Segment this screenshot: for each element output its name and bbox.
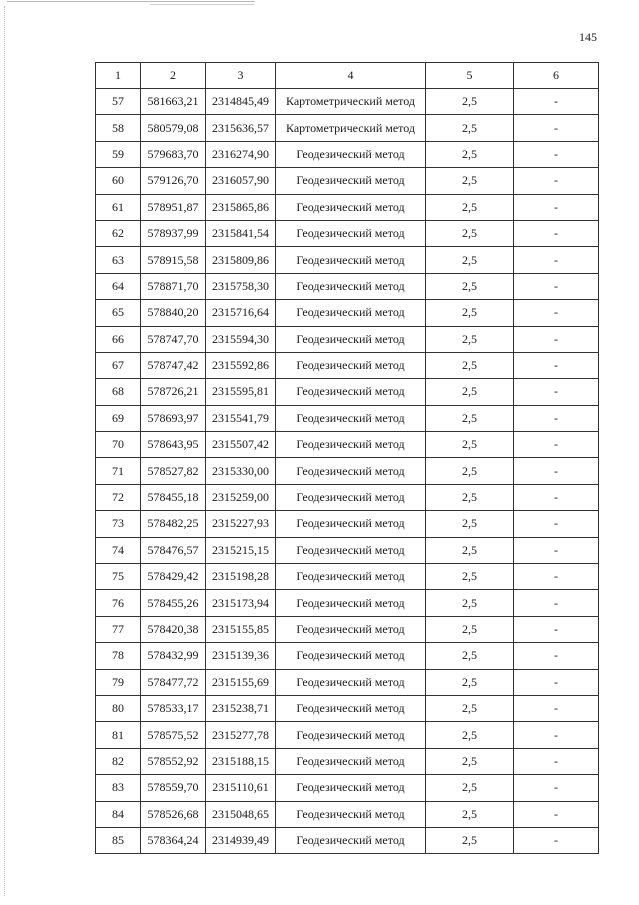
table-cell: 2315865,86 [206,194,276,220]
table-cell: 2315330,00 [206,458,276,484]
table-cell: - [514,748,599,774]
table-cell: - [514,722,599,748]
table-cell: 2316274,90 [206,141,276,167]
table-cell: Геодезический метод [276,194,426,220]
column-header: 1 [96,63,141,89]
table-cell: - [514,695,599,721]
table-cell: 578643,95 [141,432,206,458]
table-cell: Геодезический метод [276,616,426,642]
table-cell: 2315841,54 [206,220,276,246]
table-cell: 2,5 [426,722,514,748]
table-cell: 578477,72 [141,669,206,695]
table-cell: Геодезический метод [276,801,426,827]
table-cell: 2315277,78 [206,722,276,748]
table-cell: 83 [96,775,141,801]
table-cell: 578747,70 [141,326,206,352]
table-cell: Геодезический метод [276,405,426,431]
table-cell: Картометрический метод [276,89,426,115]
table-cell: 2315809,86 [206,247,276,273]
table-cell: - [514,643,599,669]
table-cell: - [514,379,599,405]
table-cell: 578871,70 [141,273,206,299]
table-cell: 2,5 [426,220,514,246]
table-cell: Геодезический метод [276,458,426,484]
table-cell: 578526,68 [141,801,206,827]
table-cell: 2315541,79 [206,405,276,431]
table-cell: Картометрический метод [276,115,426,141]
table-cell: 2315594,30 [206,326,276,352]
table-row [96,669,599,695]
table-cell: Геодезический метод [276,379,426,405]
table-row [96,247,599,273]
table-cell: - [514,220,599,246]
table-cell: 2,5 [426,352,514,378]
table-cell: Геодезический метод [276,141,426,167]
table-cell: 2,5 [426,141,514,167]
table-row [96,458,599,484]
table-cell: - [514,352,599,378]
table-cell: 2315238,71 [206,695,276,721]
table-row [96,801,599,827]
table-cell: 2315173,94 [206,590,276,616]
table-row [96,115,599,141]
table-cell: - [514,89,599,115]
table-row [96,194,599,220]
table-cell: 2,5 [426,168,514,194]
table-cell: 578747,42 [141,352,206,378]
table-cell: 578455,18 [141,484,206,510]
table-cell: 2,5 [426,748,514,774]
table-cell: 66 [96,326,141,352]
table-cell: - [514,616,599,642]
table-cell: Геодезический метод [276,669,426,695]
table-cell: 57 [96,89,141,115]
table-cell: - [514,564,599,590]
table-cell: 578726,21 [141,379,206,405]
table-cell: 578937,99 [141,220,206,246]
table-row [96,168,599,194]
table-cell: 578476,57 [141,537,206,563]
table-cell: Геодезический метод [276,827,426,853]
table-cell: 578364,24 [141,827,206,853]
table-cell: Геодезический метод [276,537,426,563]
column-header: 5 [426,63,514,89]
table-cell: 62 [96,220,141,246]
table-cell: 74 [96,537,141,563]
table-cell: Геодезический метод [276,695,426,721]
table-cell: 2315155,85 [206,616,276,642]
table-body [96,89,599,854]
table-cell: Геодезический метод [276,564,426,590]
table-cell: 578951,87 [141,194,206,220]
table-cell: 578455,26 [141,590,206,616]
table-cell: Геодезический метод [276,352,426,378]
table-cell: - [514,827,599,853]
table-row [96,748,599,774]
table-cell: - [514,194,599,220]
table-cell: Геодезический метод [276,326,426,352]
table-cell: Геодезический метод [276,484,426,510]
table-cell: 68 [96,379,141,405]
table-row [96,220,599,246]
table-cell: 82 [96,748,141,774]
coordinates-table [95,62,599,854]
table-cell: 2316057,90 [206,168,276,194]
table-cell: Геодезический метод [276,643,426,669]
table-cell: 71 [96,458,141,484]
table-cell: 58 [96,115,141,141]
table-row [96,379,599,405]
table-cell: 2315215,15 [206,537,276,563]
scan-artifact-line [7,1,255,2]
table-cell: 2,5 [426,775,514,801]
table-row [96,722,599,748]
table-cell: - [514,537,599,563]
table-row [96,590,599,616]
table-row [96,405,599,431]
table-cell: 75 [96,564,141,590]
table-cell: 2315227,93 [206,511,276,537]
table-cell: - [514,669,599,695]
table-cell: 59 [96,141,141,167]
table-row [96,616,599,642]
table-cell: 2,5 [426,616,514,642]
table-cell: 579683,70 [141,141,206,167]
table-cell: 2,5 [426,247,514,273]
table-cell: 578420,38 [141,616,206,642]
table-cell: 2314939,49 [206,827,276,853]
table-cell: 2314845,49 [206,89,276,115]
table-cell: Геодезический метод [276,432,426,458]
table-cell: 2315507,42 [206,432,276,458]
table-cell: 2,5 [426,695,514,721]
table-cell: 80 [96,695,141,721]
table-row [96,511,599,537]
table-cell: 72 [96,484,141,510]
table-cell: 578429,42 [141,564,206,590]
table-cell: 2315110,61 [206,775,276,801]
column-header: 6 [514,63,599,89]
table-cell: 65 [96,300,141,326]
table-cell: 2,5 [426,379,514,405]
table-cell: - [514,511,599,537]
table-cell: 578482,25 [141,511,206,537]
table-cell: 2,5 [426,405,514,431]
table-cell: - [514,168,599,194]
table-row [96,564,599,590]
table-cell: 578575,52 [141,722,206,748]
table-cell: 2315592,86 [206,352,276,378]
column-header: 4 [276,63,426,89]
table-cell: Геодезический метод [276,511,426,537]
table-cell: 578840,20 [141,300,206,326]
table-cell: 73 [96,511,141,537]
table-cell: 2315188,15 [206,748,276,774]
table-cell: 2,5 [426,273,514,299]
table-cell: 578527,82 [141,458,206,484]
table-cell: 2,5 [426,511,514,537]
table-cell: 2315139,36 [206,643,276,669]
table-cell: 578533,17 [141,695,206,721]
table-cell: 60 [96,168,141,194]
table-cell: - [514,141,599,167]
scan-artifact-line [150,4,254,5]
table-cell: - [514,590,599,616]
table-cell: 579126,70 [141,168,206,194]
table-cell: 2,5 [426,484,514,510]
table-cell: 67 [96,352,141,378]
table-cell: Геодезический метод [276,273,426,299]
table-cell: 76 [96,590,141,616]
table-row [96,89,599,115]
table-row [96,827,599,853]
table-cell: 2315259,00 [206,484,276,510]
table-cell: 580579,08 [141,115,206,141]
table-cell: 2,5 [426,326,514,352]
table-cell: Геодезический метод [276,775,426,801]
table-cell: 2,5 [426,300,514,326]
table-row [96,537,599,563]
table-cell: 70 [96,432,141,458]
table-cell: 2,5 [426,194,514,220]
table-header-row [96,63,599,89]
table-cell: 63 [96,247,141,273]
table-cell: - [514,484,599,510]
table-cell: 2315716,64 [206,300,276,326]
table-cell: Геодезический метод [276,220,426,246]
table-row [96,273,599,299]
table-cell: 2,5 [426,89,514,115]
table-cell: 2,5 [426,432,514,458]
table-cell: 77 [96,616,141,642]
table-row [96,643,599,669]
table-cell: 2,5 [426,669,514,695]
table-cell: 2,5 [426,564,514,590]
table-cell: 2,5 [426,115,514,141]
table-cell: - [514,432,599,458]
table-cell: - [514,247,599,273]
table-cell: 578552,92 [141,748,206,774]
table-cell: 2,5 [426,590,514,616]
table-cell: Геодезический метод [276,748,426,774]
table-cell: 2,5 [426,827,514,853]
table-cell: - [514,273,599,299]
table-cell: 2315758,30 [206,273,276,299]
table-row [96,352,599,378]
table-cell: 2,5 [426,643,514,669]
table-row [96,300,599,326]
table-row [96,326,599,352]
table-cell: - [514,801,599,827]
table-row [96,695,599,721]
table-cell: - [514,458,599,484]
table-cell: - [514,405,599,431]
table-cell: 79 [96,669,141,695]
table-cell: 2315636,57 [206,115,276,141]
table-cell: 2315198,28 [206,564,276,590]
table-row [96,432,599,458]
page-number: 145 [579,30,597,44]
table-cell: 2315155,69 [206,669,276,695]
table-cell: 69 [96,405,141,431]
column-header: 3 [206,63,276,89]
table-cell: 78 [96,643,141,669]
table-cell: 2,5 [426,458,514,484]
table-cell: - [514,300,599,326]
table-cell: 64 [96,273,141,299]
column-header: 2 [141,63,206,89]
table-row [96,484,599,510]
table-cell: 61 [96,194,141,220]
table-cell: 578693,97 [141,405,206,431]
table-cell: 81 [96,722,141,748]
table-cell: - [514,115,599,141]
table-cell: Геодезический метод [276,722,426,748]
table-cell: 578559,70 [141,775,206,801]
table-cell: 578915,58 [141,247,206,273]
scan-artifact-edge [4,6,5,896]
table-cell: - [514,775,599,801]
table-cell: Геодезический метод [276,168,426,194]
table-cell: 2315048,65 [206,801,276,827]
table-cell: 578432,99 [141,643,206,669]
table-cell: Геодезический метод [276,300,426,326]
table-cell: 84 [96,801,141,827]
table-cell: - [514,326,599,352]
table-cell: 2,5 [426,537,514,563]
table-cell: Геодезический метод [276,247,426,273]
table-row [96,775,599,801]
table-cell: 581663,21 [141,89,206,115]
table-cell: Геодезический метод [276,590,426,616]
table-cell: 2,5 [426,801,514,827]
table-cell: 85 [96,827,141,853]
table-cell: 2315595,81 [206,379,276,405]
table-row [96,141,599,167]
